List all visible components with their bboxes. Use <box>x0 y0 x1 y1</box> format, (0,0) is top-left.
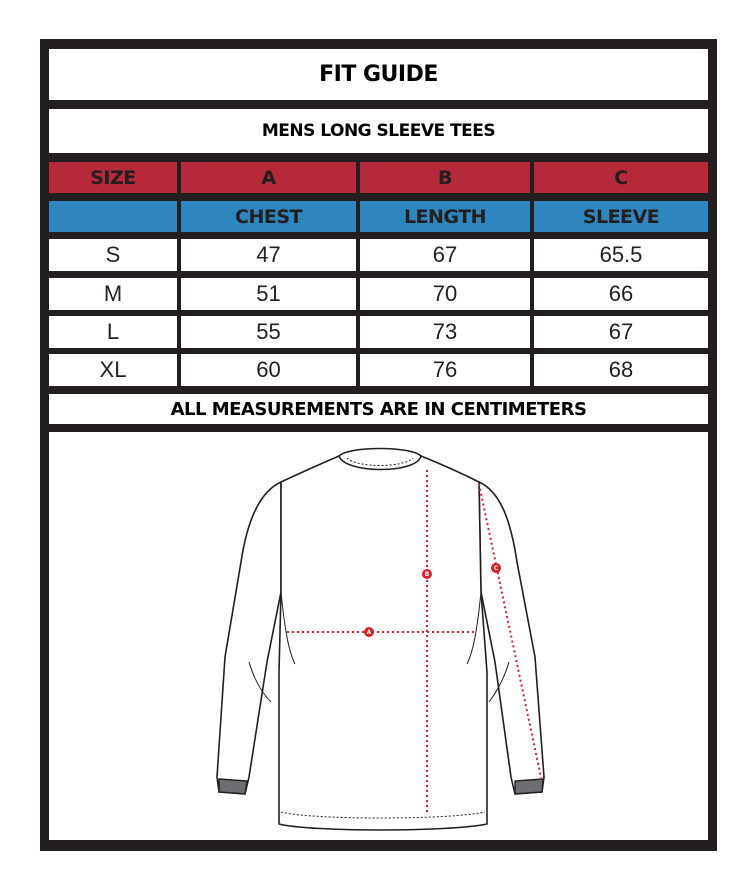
chest-cell: 47 <box>181 239 356 271</box>
label-chest: CHEST <box>181 201 356 232</box>
header-b: B <box>360 162 530 193</box>
header-size: SIZE <box>49 162 177 193</box>
sleeve-cell: 68 <box>534 354 708 386</box>
table-row <box>49 239 708 271</box>
chest-cell: 51 <box>181 278 356 310</box>
right-cuff <box>515 779 543 794</box>
size-cell: L <box>49 316 177 348</box>
measurement-note: ALL MEASUREMENTS ARE IN CENTIMETERS <box>49 394 708 424</box>
labels-row <box>49 201 708 232</box>
table-row <box>49 278 708 310</box>
label-sleeve: SLEEVE <box>534 201 708 232</box>
size-cell: S <box>49 239 177 271</box>
chest-cell: 55 <box>181 316 356 348</box>
product-subtitle: MENS LONG SLEEVE TEES <box>49 109 708 153</box>
letters-row <box>49 162 708 193</box>
length-cell: 70 <box>360 278 530 310</box>
header-a: A <box>181 162 356 193</box>
label-empty <box>49 201 177 232</box>
header-c: C <box>534 162 708 193</box>
length-cell: 76 <box>360 354 530 386</box>
long-sleeve-shirt-diagram <box>49 432 708 840</box>
fit-guide-frame <box>40 39 717 851</box>
size-cell: XL <box>49 354 177 386</box>
left-cuff <box>219 779 247 794</box>
marker-c: C <box>493 565 499 572</box>
table-row <box>49 354 708 386</box>
shirt-body <box>279 456 487 830</box>
table-row <box>49 316 708 348</box>
sleeve-cell: 65.5 <box>534 239 708 271</box>
label-length: LENGTH <box>360 201 530 232</box>
sleeve-cell: 66 <box>534 278 708 310</box>
shirt-illustration-panel <box>49 432 708 840</box>
size-cell: M <box>49 278 177 310</box>
marker-a: A <box>366 629 372 636</box>
sleeve-cell: 67 <box>534 316 708 348</box>
marker-b: B <box>424 571 430 578</box>
length-cell: 73 <box>360 316 530 348</box>
chest-cell: 60 <box>181 354 356 386</box>
length-cell: 67 <box>360 239 530 271</box>
fit-guide-title: FIT GUIDE <box>49 49 708 100</box>
left-sleeve <box>217 482 281 794</box>
